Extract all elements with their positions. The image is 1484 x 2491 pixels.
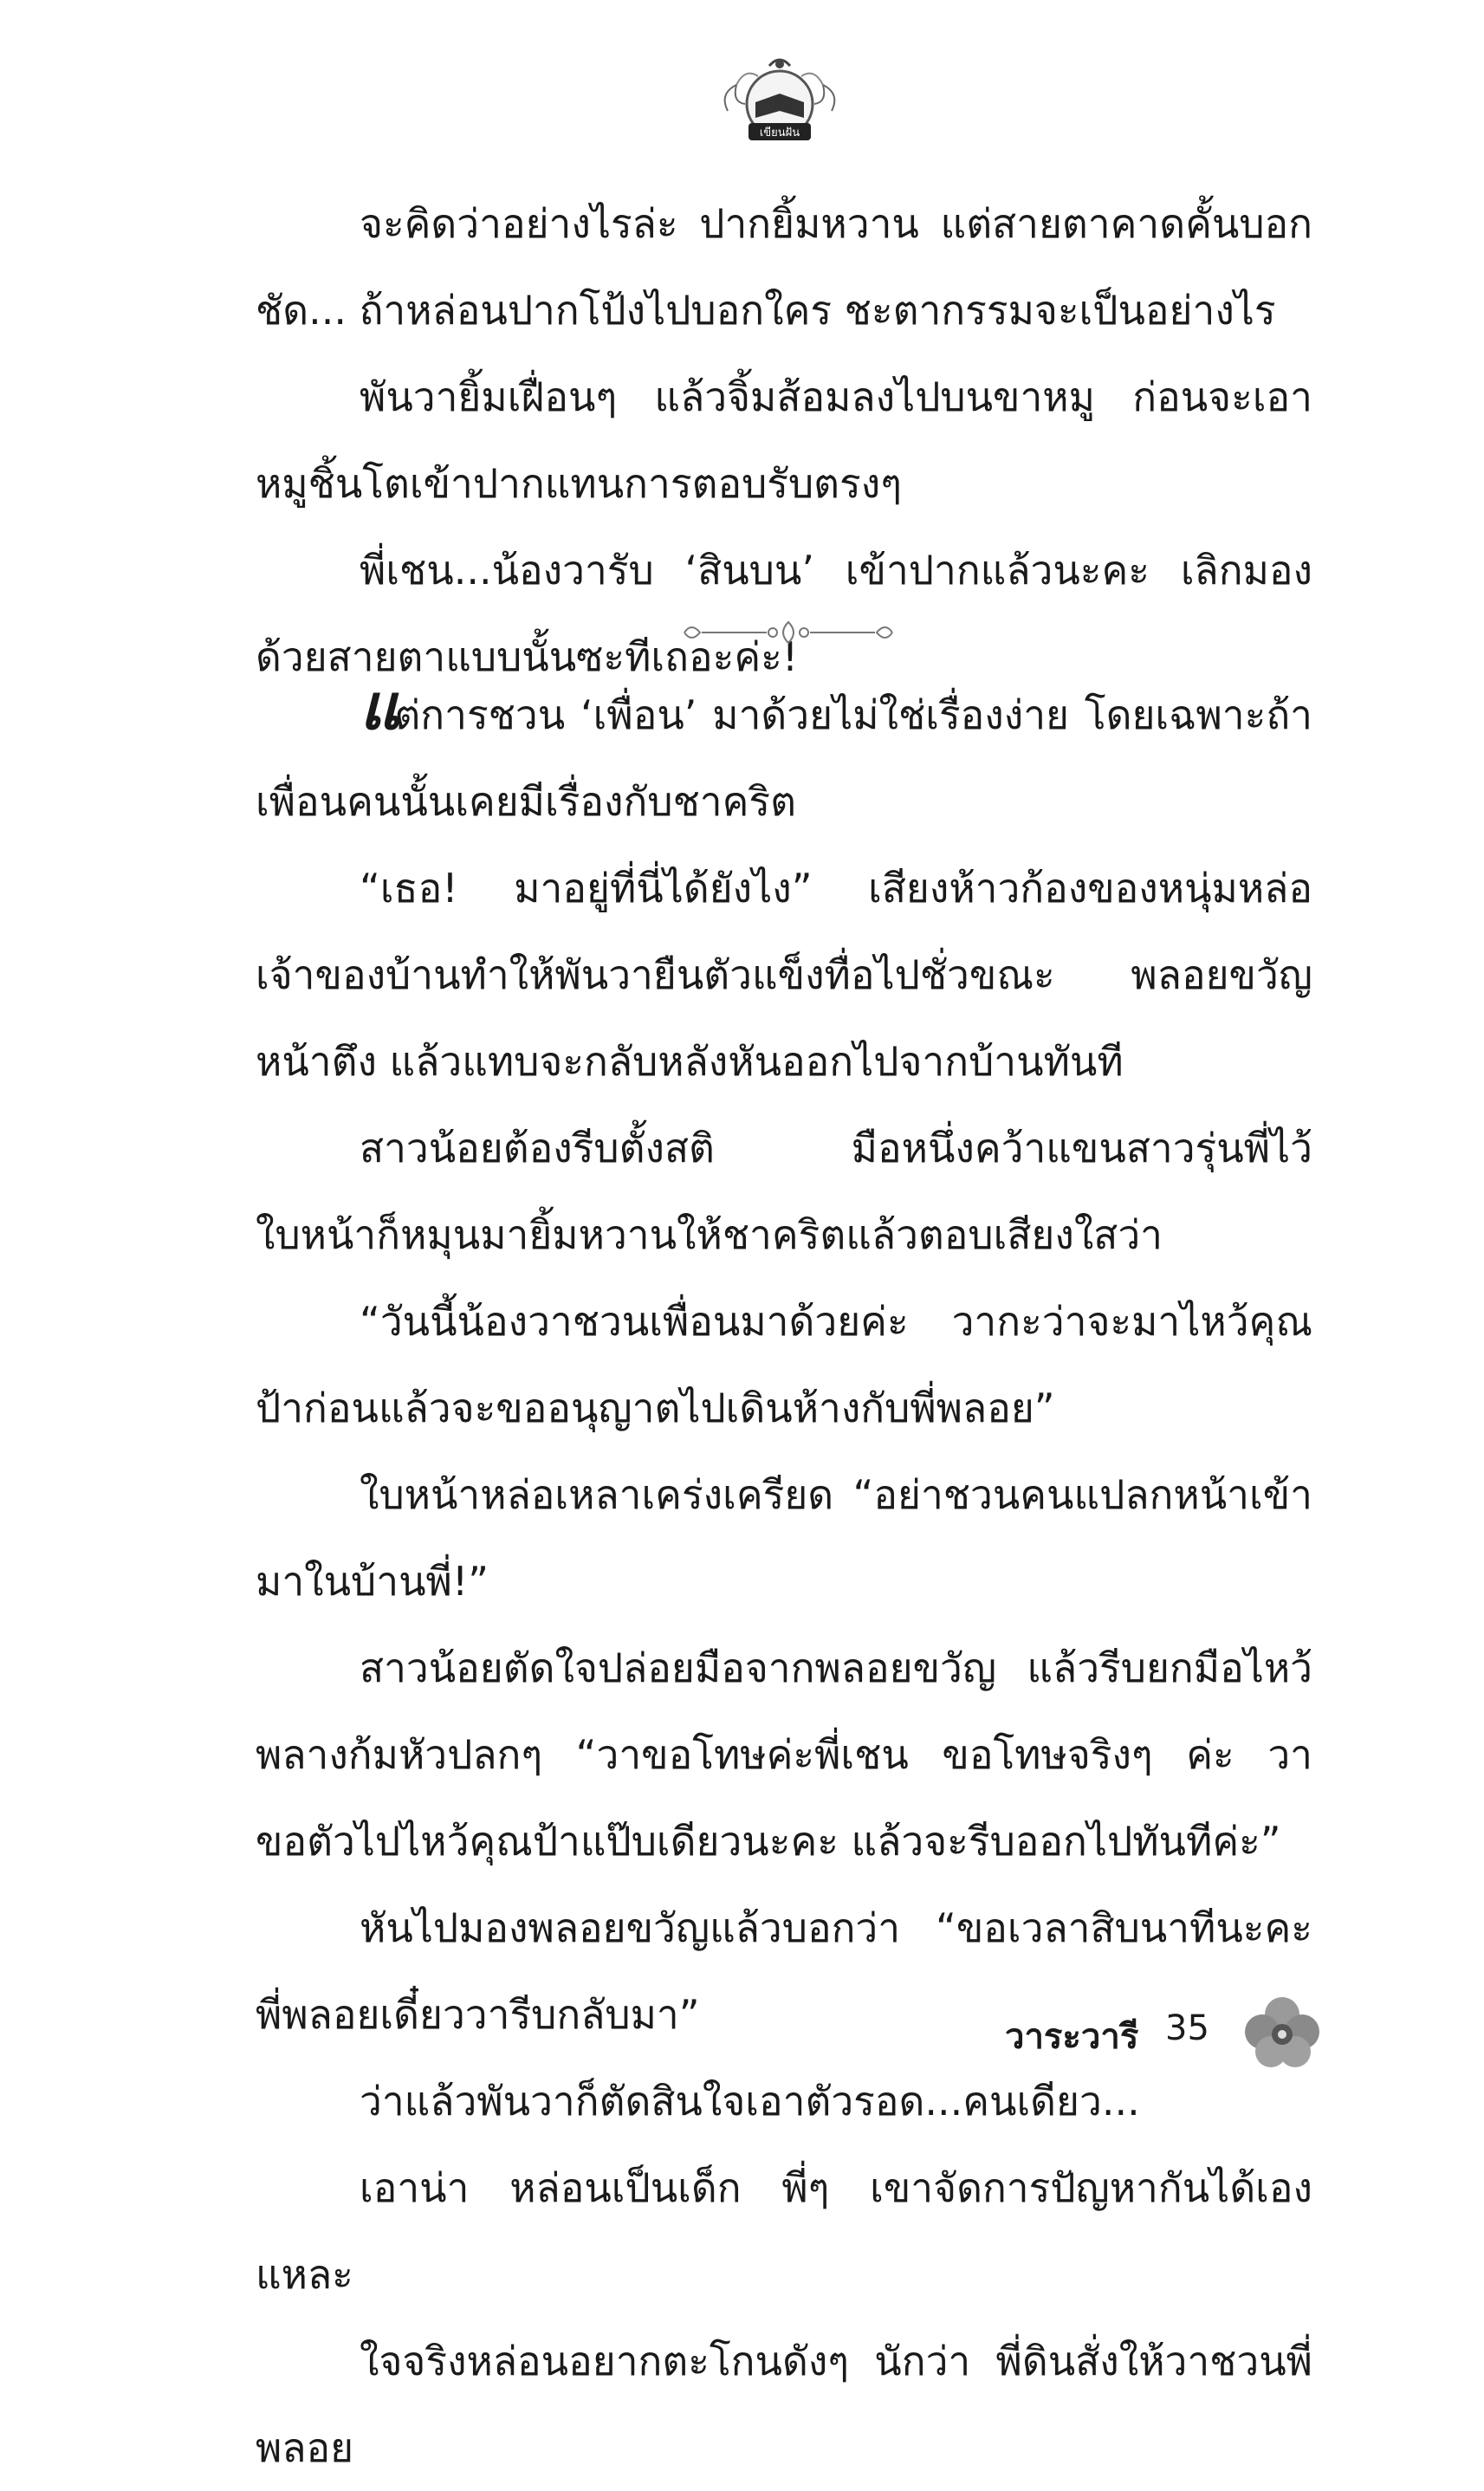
- paragraph-first: [256, 671, 1312, 845]
- paragraph: ใบหน้าหล่อเหลาเคร่งเครียด “อย่าชวนคนแปลกหน้าเข้ามาในบ้านพี่!”: [256, 1471, 1312, 1605]
- flower-icon: [1235, 1993, 1330, 2071]
- paragraph: เอาน่า หล่อนเป็นเด็ก พี่ๆ เขาจัดการปัญหากันได้เองแหละ: [256, 2164, 1312, 2298]
- paragraph: ใจจริงหล่อนอยากตะโกนดังๆ นักว่า พี่ดินสั่งให้วาชวนพี่พลอย: [256, 2338, 1312, 2471]
- dropcap: แ: [360, 670, 395, 743]
- paragraph-first-text: ต่การชวน ‘เพื่อน’ มาด้วยไม่ใช่เรื่องง่าย โดยเฉพาะถ้าเพื่อนคนนั้นเคยมีเรื่องกับชาคริต: [256, 691, 1312, 825]
- logo-text: เขียนฝัน: [759, 126, 800, 139]
- page-number: 35: [1165, 2008, 1209, 2048]
- paragraph: สาวน้อยตัดใจปล่อยมือจากพลอยขวัญ แล้วรีบยกมือไหว้พลางก้มหัวปลกๆ “วาขอโทษค่ะพี่เชน ขอโทษจริงๆ ค่ะ วาขอตัวไปไหว้คุณป้าแป๊บเดียวนะคะ แล้วจะรีบออกไปทันทีค่ะ”: [256, 1644, 1312, 1865]
- ornament-divider-icon: [676, 613, 901, 652]
- paragraph: “วันนี้น้องวาชวนเพื่อนมาด้วยค่ะ วากะว่าจะมาไหว้คุณป้าก่อนแล้วจะขออนุญาตไปเดินห้างกับพี่พลอย”: [256, 1298, 1312, 1431]
- paragraph: หันไปมองพลอยขวัญแล้วบอกว่า “ขอเวลาสิบนาทีนะคะ พี่พลอยเดี๋ยววารีบกลับมา”: [256, 1904, 1312, 2038]
- book-title: วาระวารี: [1005, 2017, 1139, 2057]
- paragraph: ว่าแล้วพันวาก็ตัดสินใจเอาตัวรอด...คนเดียว...: [360, 2078, 1140, 2124]
- page-footer: [1005, 1993, 1369, 2071]
- paragraph: สาวน้อยต้องรีบตั้งสติ มือหนึ่งคว้าแขนสาวรุ่นพี่ไว้ ใบหน้าก็หมุนมายิ้มหวานให้ชาคริตแล้วตอบเสียงใสว่า: [256, 1125, 1312, 1258]
- section-2: [256, 671, 1312, 2491]
- paragraph: จะคิดว่าอย่างไรล่ะ ปากยิ้มหวาน แต่สายตาคาดคั้นบอกชัด... ถ้าหล่อนปากโป้งไปบอกใคร ชะตากรรมจะเป็นอย่างไร: [256, 200, 1312, 334]
- paragraph: “เธอ! มาอยู่ที่นี่ได้ยังไง” เสียงห้าวก้องของหนุ่มหล่อเจ้าของบ้านทำให้พันวายืนตัวแข็งทื่อไปชั่วขณะ พลอยขวัญหน้าตึง แล้วแทบจะกลับหลังหันออกไปจากบ้านทันที: [256, 865, 1312, 1085]
- paragraph: พี่เชน...น้องวารับ ‘สินบน’ เข้าปากแล้วนะคะ เลิกมองด้วยสายตาแบบนั้นซะทีเถอะค่ะ!: [256, 547, 1312, 680]
- book-crest-icon: [710, 50, 849, 154]
- paragraph: พันวายิ้มเฝื่อนๆ แล้วจิ้มส้อมลงไปบนขาหมู ก่อนจะเอาหมูชิ้นโตเข้าปากแทนการตอบรับตรงๆ: [256, 373, 1312, 507]
